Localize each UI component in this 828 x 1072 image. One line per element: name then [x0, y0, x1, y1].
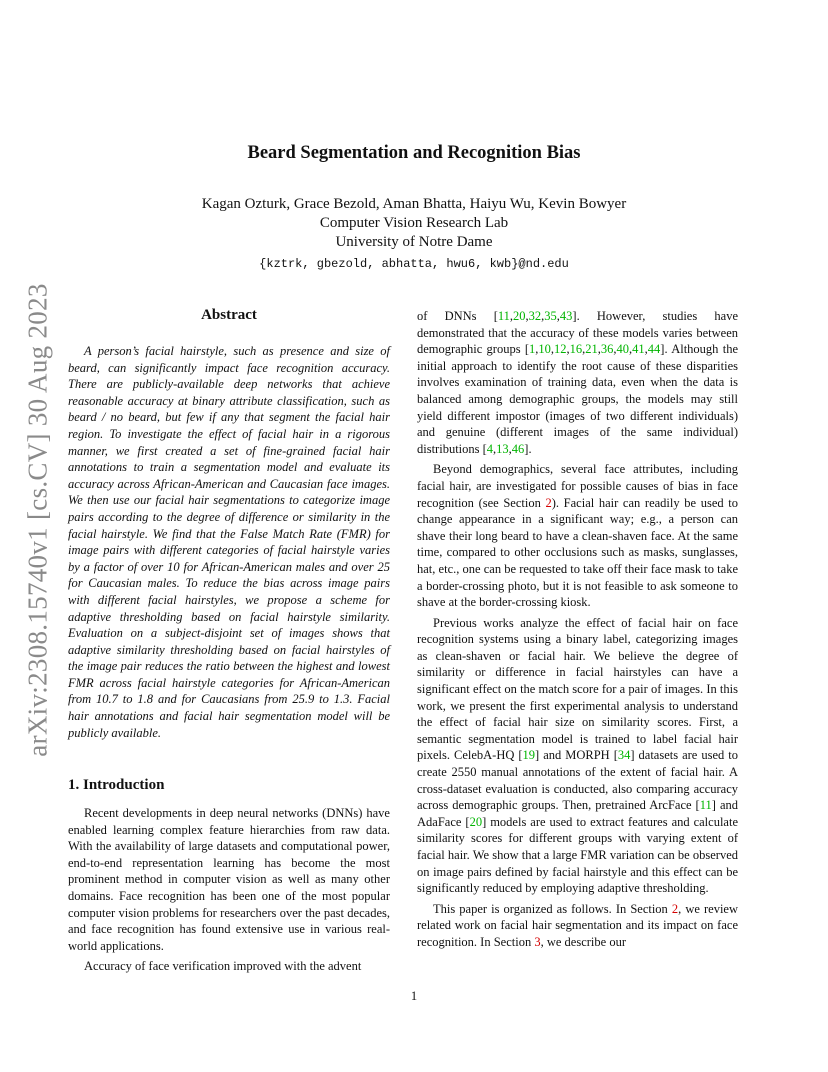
citation-link[interactable]: 44	[647, 342, 661, 357]
right-paragraph-2	[417, 461, 738, 610]
section-link[interactable]: 2	[671, 901, 679, 916]
citation-link[interactable]: 20	[469, 814, 483, 829]
citation-group-2: 1,10,12,16,21,36,40,41,44	[529, 342, 661, 357]
citation-link[interactable]: 36	[600, 342, 614, 357]
text-segment: This paper is organized as follows. In Section	[433, 901, 672, 916]
citation-link[interactable]: 21	[585, 342, 598, 357]
text-segment: ] datasets are used to create 2550 manual annotations of the extent of facial hair. A cross-dataset evaluation is conducted, also comparing accuracy across demographic groups. Then, pretrained ArcFace [	[417, 748, 738, 813]
text-segment: , we review related work on facial hair segmentation and its impact on face recognition. In Section	[417, 901, 738, 949]
citation-link[interactable]: 34	[617, 748, 631, 763]
paper-title: Beard Segmentation and Recognition Bias	[247, 143, 581, 163]
citation-link[interactable]: 40	[616, 342, 630, 357]
citation-group-3: 4,13,46	[486, 441, 525, 456]
citation-link[interactable]: 13	[496, 441, 509, 456]
section-link[interactable]: 2	[545, 495, 552, 510]
citation-link[interactable]: 35	[544, 309, 557, 323]
abstract-heading: Abstract	[201, 307, 257, 323]
citation-link[interactable]: 19	[522, 748, 536, 763]
affiliation-lab: Computer Vision Research Lab	[319, 215, 509, 231]
text-segment: ). Facial hair can readily be used to change appearance in a significant way; e.g., a person can shave their long beard to have a clean-shaven face. At the same time, compared to other occlusions such as masks, sunglasses, hat, etc., one can be requested to take off their face mask to take a border-crossing photo, but it is not feasible to ask someone to shave at the border-crossing kiosk.	[417, 495, 738, 610]
intro-paragraph-1: Recent developments in deep neural networks (DNNs) have enabled learning complex feature hierarchies from raw data. With the availability of large datasets and computational power, end-to-end representation learning has become the most prominent method in computer vision as well as many other domains. Face recognition has been one of the most popular computer vision problems for researchers over the past decades, and face recognition has found extensive use in various real-world applications.	[68, 806, 390, 953]
introduction-left-column	[68, 805, 390, 975]
abstract-body	[68, 343, 390, 741]
citation-link[interactable]: 10	[538, 342, 551, 357]
text-segment: ]. Although the initial approach to identify the root cause of these disparities involves examination of training data, even when the data is balanced among demographic groups, the models may still yield different impostor (images of two different individuals) and genuine (different images of the same individual) distributions [	[417, 342, 738, 456]
citation-group-1: 11,20,32,35,43	[497, 309, 573, 323]
section-link[interactable]: 3	[534, 934, 541, 949]
intro-paragraph-2: Accuracy of face verification improved with the advent	[84, 959, 362, 974]
introduction-heading: 1. Introduction	[68, 777, 165, 793]
text-segment: , we describe our	[540, 934, 626, 949]
citation-link[interactable]: 16	[569, 342, 583, 357]
affiliation-university: University of Notre Dame	[335, 234, 493, 250]
author-emails: {kztrk, gbezold, abhatta, hwu6, kwb}@nd.edu	[259, 257, 569, 271]
author-list: Kagan Ozturk, Grace Bezold, Aman Bhatta, Haiyu Wu, Kevin Bowyer	[201, 196, 627, 212]
citation-link[interactable]: 4	[486, 441, 494, 456]
text-segment: ] and AdaFace [	[417, 798, 738, 829]
citation-link[interactable]: 11	[497, 309, 510, 323]
text-segment: of DNNs [	[417, 309, 498, 323]
text-segment: Beyond demographics, several face attributes, including facial hair, are investigated for possible causes of bias in face recognition (see Section	[417, 462, 738, 510]
citation-link[interactable]: 12	[554, 342, 567, 357]
right-paragraph-3	[417, 615, 738, 897]
arxiv-identifier: arXiv:2308.15740v1 [cs.CV] 30 Aug 2023	[22, 283, 53, 757]
citation-link[interactable]: 20	[513, 309, 526, 323]
citation-link[interactable]: 32	[528, 309, 542, 323]
right-paragraph-1	[417, 308, 738, 457]
citation-link[interactable]: 46	[511, 441, 525, 456]
citation-link[interactable]: 11	[699, 798, 712, 813]
page-number: 1	[410, 989, 418, 1003]
citation-link[interactable]: 1	[529, 342, 536, 357]
text-segment: ].	[524, 441, 532, 456]
text-segment: ] models are used to extract features and calculate similarity scores for different groups with varying extent of facial hair. We show that a large FMR variation can be observed on image pairs defined by facial hairstyle and this effect can be significantly reduced by employing adaptive thresholding.	[417, 814, 738, 896]
text-segment: Previous works analyze the effect of facial hair on face recognition systems using a binary label, categorizing images as clean-shaven or facial hair. We believe the degree of similarity or difference in facial hairstyles can have a significant effect on the match score for a pair of images. In this work, we present the first experimental analysis to understand the effect of facial hair size on similarity scores. First, a semantic segmentation model is trained to label facial hair pixels. CelebA-HQ [	[417, 615, 738, 763]
abstract-text: A person’s facial hairstyle, such as presence and size of beard, can significantly impact face recognition accuracy. There are publicly-available deep networks that achieve reasonable accuracy at binary attribute classification, such as beard / no beard, but few if any that segment the facial hair region. To investigate the effect of facial hair in a rigorous manner, we first created a set of fine-grained facial hair annotations to train a segmentation model and evaluate its accuracy across African-American and Caucasian face images. We then use our facial hair segmentations to categorize image pairs according to the degree of difference or similarity in the facial hairstyle. We find that the False Match Rate (FMR) for image pairs with different categories of facial hairstyle varies by a factor of over 10 for African-American males and over 25 for Caucasian males. To reduce the bias across image pairs with different facial hairstyles, we propose a scheme for adaptive thresholding based on facial hairstyle similarity. Evaluation on a subject-disjoint set of images shows that adaptive similarity thresholding based on facial hairstyles of the image pair reduces the ratio between the highest and lowest FMR across facial hairstyle categories for African-American from 10.7 to 1.8 and for Caucasians from 25.9 to 1.3. Facial hair annotations and facial hair segmentation model will be publicly available.	[68, 344, 390, 740]
citation-link[interactable]: 41	[632, 342, 645, 357]
arxiv-sidebar	[14, 280, 62, 760]
text-segment: ]. However, studies have demonstrated that the accuracy of these models varies between demographic groups [	[417, 309, 738, 357]
text-segment: ] and MORPH [	[535, 748, 618, 763]
right-paragraph-4	[417, 901, 738, 951]
right-column	[417, 308, 738, 951]
citation-link[interactable]: 43	[559, 309, 573, 323]
